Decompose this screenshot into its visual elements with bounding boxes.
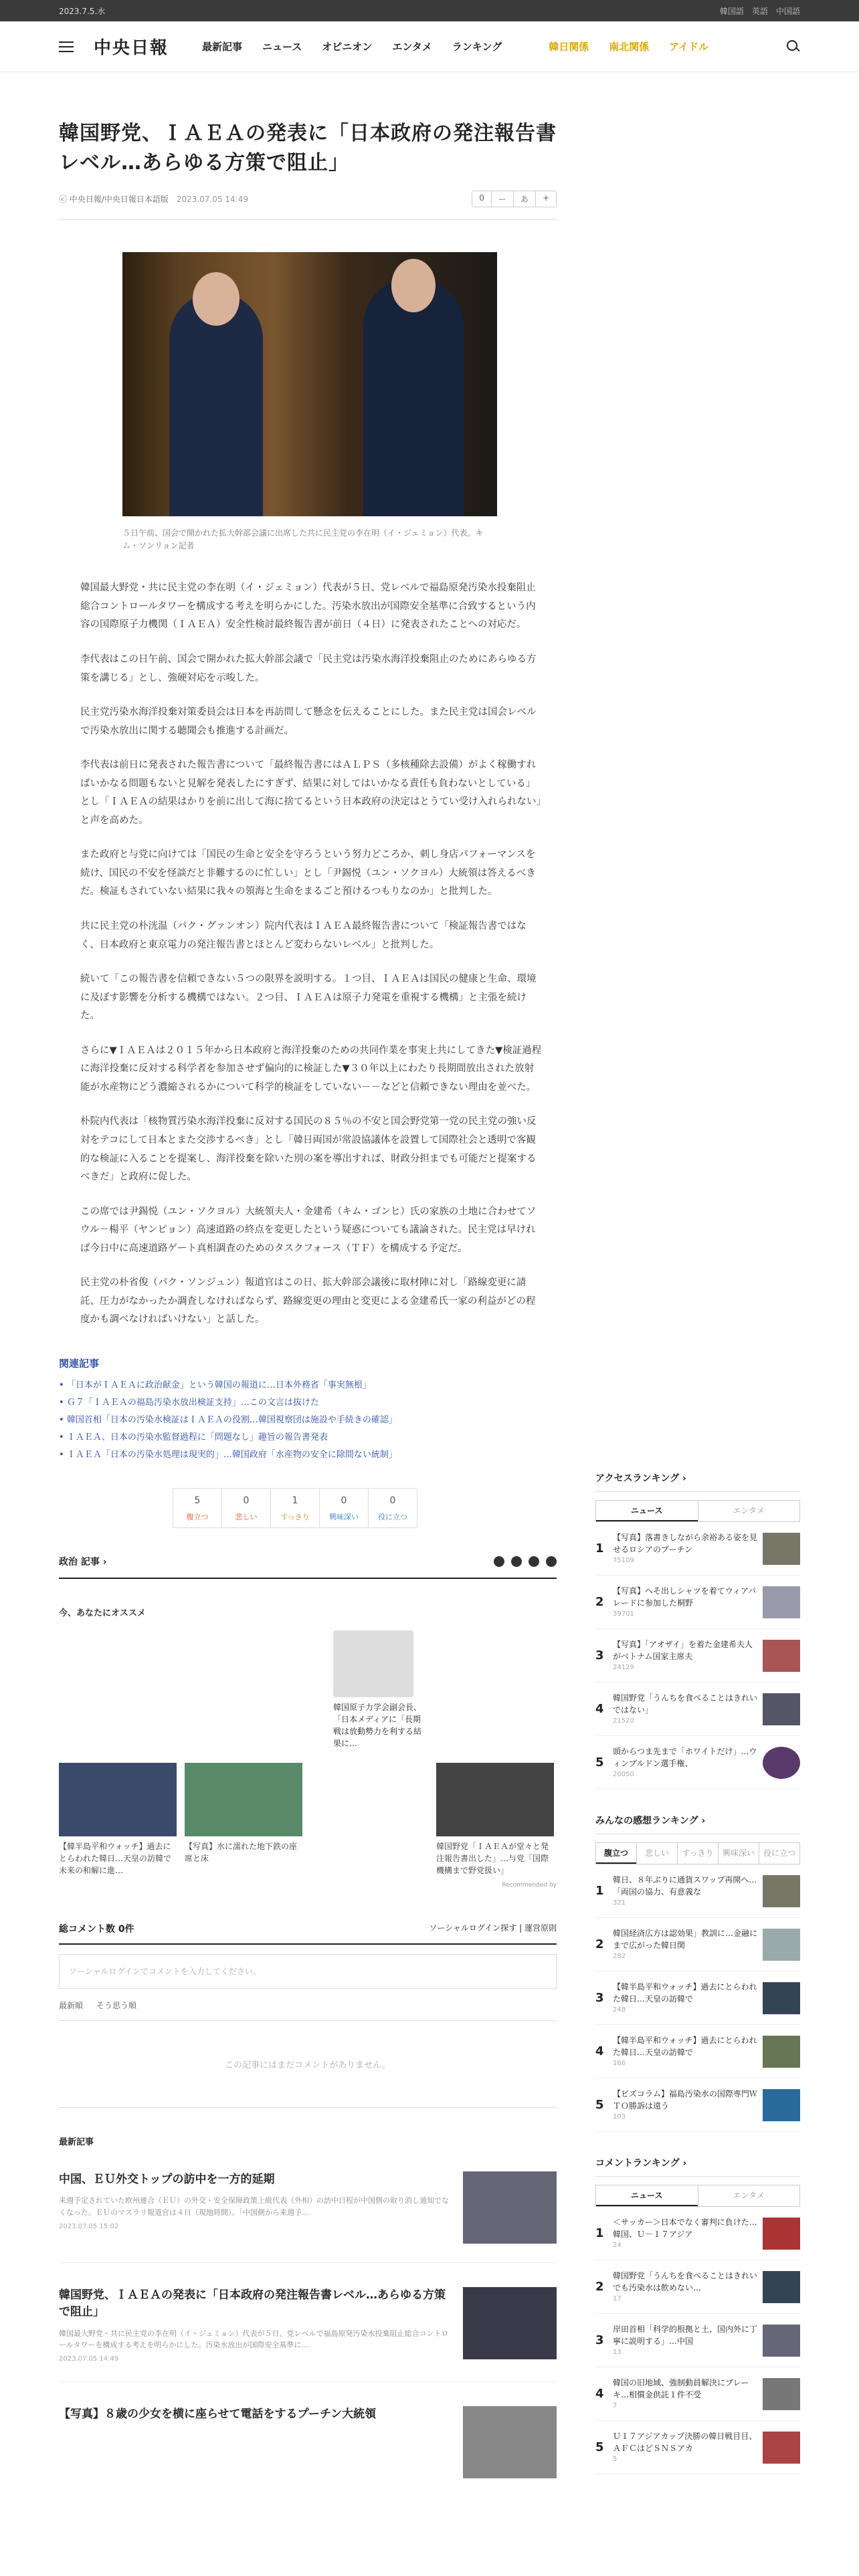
tab-interesting[interactable]: 興味深い xyxy=(718,1843,759,1864)
sort-agree[interactable]: そう思う順 xyxy=(96,2000,137,2010)
rank-item[interactable]: 4 韓国野党「うんちを食べることはきれいではない」 21520 xyxy=(595,1683,800,1736)
related-articles xyxy=(59,1356,557,1464)
nav-item[interactable]: 最新記事 xyxy=(202,41,243,53)
tab-sad[interactable]: 悲しい xyxy=(636,1843,677,1864)
comments-empty: この記事にはまだコメントがありません。 xyxy=(59,2021,557,2108)
paragraph: また政府と与党に向けては「国民の生命と安全を守ろうという努力どころか、刺し身店パフォーマンスを続け、国民の不安を怪談だと非難するのに忙しい」とし「尹錫悦（ユン・ソクヨル）大統領は答えるべきだ。検証もされていない結果に我々の領海と生命をまるごと預けるつもりなのか」と批判した。 xyxy=(80,849,536,897)
nav-item[interactable]: オピニオン xyxy=(322,41,373,53)
sidebar xyxy=(595,1471,800,2474)
reco-title: 今、あなたにオススメ xyxy=(59,1608,146,1618)
comment-tabs xyxy=(595,2185,800,2207)
tab-news[interactable]: ニュース xyxy=(596,2185,698,2206)
reaction-sad[interactable]: 0 悲しい xyxy=(221,1488,271,1528)
reaction-useful[interactable]: 0 役に立つ xyxy=(368,1488,417,1528)
reaction-interesting[interactable]: 0 興味深い xyxy=(319,1488,369,1528)
rank-item[interactable]: 1 【写真】落書きしながら余裕ある姿を見せるロシアのプーチン 75109 xyxy=(595,1522,800,1576)
nav-item[interactable]: エンタメ xyxy=(392,41,432,53)
tab-angry[interactable]: 腹立つ xyxy=(596,1843,636,1864)
paragraph: 共に民主党の朴洸温（パク・グァンオン）院内代表はＩＡＥＡ最終報告書について「検証報告書ではなく、日本政府と東京電力の発注報告書とほとんど変わらないレベル」と批判した。 xyxy=(80,921,527,950)
tab-useful[interactable]: 役に立つ xyxy=(759,1843,799,1864)
rank-item[interactable]: 1 韓日、８年ぶりに通貨スワップ再開へ…「両国の協力、有意義な 321 xyxy=(595,1864,800,1918)
lang-link[interactable]: 韓国語 xyxy=(719,6,744,16)
share-icons xyxy=(494,1556,557,1567)
paragraph: 朴院内代表は「核物質汚染水海洋投棄に反対する国民の８５％の不安と国会野党第一党の民主党の強い反対をテコにして日本とまた交渉するべき」とし「韓日両国が常設協議体を設置して国際社会と透明で客観的な検証に入ることを提案し、海洋投棄を除いた別の案を導出すれば、財政分担までも可能だと提案するべきだ」と政府に促した。 xyxy=(80,1116,537,1183)
rank-item[interactable]: 1 ＜サッカー＞日本でなく審判に負けた…韓国、Ｕ－１７アジア 24 xyxy=(595,2207,800,2260)
article-meta xyxy=(59,191,557,220)
mail-icon[interactable] xyxy=(546,1556,557,1567)
like-button[interactable]: 0 xyxy=(479,193,484,203)
tab-refreshed[interactable]: すっきり xyxy=(677,1843,718,1864)
related-link[interactable]: • 韓国首相「日本の汚染水検証はＩＡＥＡの役割…韓国視察団は施設や手続きの確認」 xyxy=(59,1412,557,1429)
rank-item[interactable]: 5 【ビズコラム】福島汚染水の国際専門ＷＴＯ勝訴は遠う 103 xyxy=(595,2078,800,2132)
rank-item[interactable]: 5 Ｕ１７アジアカップ決勝の韓日戦目目、ＡＦＣはどＳＮＳアカ 5 xyxy=(595,2421,800,2474)
rank-item[interactable]: 2 【写真】へそ出しシャツを着てウィアパレードに参加した桐野 39701 xyxy=(595,1576,800,1629)
tab-entertainment[interactable]: エンタメ xyxy=(698,2185,800,2206)
reco-card[interactable]: 【韓半島平和ウォッチ】過去にとらわれた韓日…天皇の訪韓で未来の和解に進… xyxy=(59,1763,177,1876)
font-increase-button[interactable]: + xyxy=(535,191,556,207)
section-bar xyxy=(59,1555,557,1579)
nav-item[interactable]: ニュース xyxy=(262,41,302,53)
reaction-tabs xyxy=(595,1842,800,1864)
sort-latest[interactable]: 最新順 xyxy=(59,2000,84,2010)
paragraph: さらに▼ＩＡＥＡは２０１５年から日本政府と海洋投棄のための共同作業を事実上共にしてきた▼検証過程に海洋投棄に反対する科学者を参加させず偏向的に検証した▼３０年以上にわたり長期間放出された放射能が水産物にどう濃縮されるかについて科学的検証をしていない－－などと信頼できない理由を並べた。 xyxy=(80,1045,542,1093)
access-ranking-title[interactable]: アクセスランキング › xyxy=(595,1471,800,1492)
menu-icon[interactable] xyxy=(59,41,74,52)
photo-caption: ５日午前、国会で開かれた拡大幹部会議に出席した共に民主党の李在明（イ・ジェミョン）代表。キム・ソンリョン記者 xyxy=(122,528,484,551)
comment-ranking-title[interactable]: コメントランキング › xyxy=(595,2156,800,2177)
reaction-ranking-title[interactable]: みんなの感想ランキング › xyxy=(595,1814,800,1834)
rank-item[interactable]: 2 韓国経済広方は認効果」教訓に…金融にまで広がった韓日関 282 xyxy=(595,1918,800,1971)
font-decrease-button[interactable]: ー xyxy=(491,191,513,207)
paragraph: 民主党の朴省俊（パク・ソンジュン）報道官はこの日、拡大幹部会議後に取材陣に対し「路線変更に請託、圧力がなかったか調査しなければならず、路線変更の理由と変更による金建希氏一家の利益がどの程度かも調べなければいけない」と話した。 xyxy=(80,1277,536,1325)
paragraph: 韓国最大野党・共に民主党の李在明（イ・ジェミョン）代表が５日、党レベルで福島原発汚染水投棄阻止総合コントロールタワーを構成する考えを明らかにした。汚染水放出が国際安全基準に合致するという内容の国際原子力機関（ＩＡＥＡ）安全性検討最終報告書が前日（４日）に発表されたことへの対応だ。 xyxy=(80,582,536,631)
nav-item-highlight[interactable]: 南北関係 xyxy=(609,41,650,53)
lang-link[interactable]: 中国語 xyxy=(775,6,800,16)
reco-featured-image xyxy=(333,1630,413,1697)
paragraph: この席では尹錫悦（ユン・ソクヨル）大統領夫人・金建希（キム・ゴンヒ）氏の家族の土地に合わせてソウル－楊平（ヤンピョン）高速道路の終点を変更したという疑惑についても議論された。民主党は早ければ今日中に高速道路ゲート真相調査のためのタスクフォース（ＴＦ）を構成する予定だ。 xyxy=(80,1206,537,1254)
related-link[interactable]: • 「日本がＩＡＥＡに政治献金」という韓国の報道に…日本外務省「事実無根」 xyxy=(59,1377,557,1394)
related-link[interactable]: • ＩＡＥＡ「日本の汚染水処理は現実的」…韓国政府「水産物の安全に除間ない統制」 xyxy=(59,1446,557,1464)
lang-link[interactable]: 英語 xyxy=(751,6,768,16)
logo[interactable]: 中央日報 xyxy=(94,38,169,58)
related-link[interactable]: • Ｇ７「ＩＡＥＡの福島汚染水放出検証支持」…この文言は抜けた xyxy=(59,1394,557,1412)
article-body xyxy=(80,579,542,1329)
article-tools xyxy=(472,191,557,207)
article-date: 2023.07.05 14:49 xyxy=(176,194,248,204)
rank-item[interactable]: 5 頭からつま先まで「ホワイトだけ」…ウィンブルドン選手権、 20050 xyxy=(595,1736,800,1790)
reco-row xyxy=(59,1763,557,1876)
top-date: 2023.7.5.水 xyxy=(59,6,106,16)
latest-item[interactable]: 中国、ＥＵ外交トップの訪中を一方的延期 来週予定されていた欧州連合（ＥＵ）の外交・安全保障政策上級代表（外相）の訪中日程が中国側の取り消し通知でなくなった。ＥＵのマスラリ報道官は４日（現地時間）、「中国側から来週予… 2023.07.05 15:02 xyxy=(59,2171,557,2263)
twitter-icon[interactable] xyxy=(494,1556,504,1567)
related-title: 関連記事 xyxy=(59,1357,100,1370)
font-size-label: あ xyxy=(513,191,535,207)
tab-entertainment[interactable]: エンタメ xyxy=(698,1501,800,1521)
article-photo xyxy=(122,252,497,516)
paragraph: 続いて「この報告書を信頼できない５つの限界を説明する。１つ目、ＩＡＥＡは国民の健康と生命、環境に及ぼす影響を分析する機構ではない。２つ目、ＩＡＥＡは原子力発電を重視する機構」と主張を続けた。 xyxy=(80,974,537,1022)
rank-item[interactable]: 4 韓国の旧地域、強制動員解決にブレーキ…相償金供託１件不受 7 xyxy=(595,2367,800,2421)
rank-item[interactable]: 3 岸田首相「科学的根拠と土、国内外に丁寧に説明する」…中国 13 xyxy=(595,2314,800,2367)
latest-title: 最新記事 xyxy=(59,2137,94,2147)
paragraph: 李代表はこの日午前、国会で開かれた拡大幹部会議で「民主党は汚染水海洋投棄阻止のためにあらゆる方策を講じる」とし、強硬対応を示唆した。 xyxy=(80,654,537,683)
reco-credit: Recommended by xyxy=(502,1881,557,1889)
latest-item[interactable]: 【写真】８歳の少女を横に座らせて電話をするプーチン大統領 xyxy=(59,2406,557,2497)
reaction-angry[interactable]: 5 腹立つ xyxy=(173,1488,222,1528)
reco-card[interactable]: 韓国野党「ＩＡＥＡが堂々と発注報告書出した」…与党「国際機構まで野党扱い」 xyxy=(436,1763,554,1876)
rank-item[interactable]: 2 韓国野党「うんちを食べることはきれいでも汚染水は飲めない… 17 xyxy=(595,2260,800,2314)
related-link[interactable]: • ＩＡＥＡ、日本の汚染水監督過程に「問題なし」趣旨の報告書発表 xyxy=(59,1429,557,1446)
paragraph: 李代表は前日に発表された報告書について「最終報告書にはＡＬＰＳ（多核種除去設備）がよく稼働すればいかなる問題もないと見解を発表したにすぎず、結果に対してはいかなる責任も負わないとしている」とし「ＩＡＥＡの結果はかりを前に出して海に捨てるという日本政府の決定はとうてい受け入れられない」と声を高めた。 xyxy=(80,760,541,826)
nav-item[interactable]: ランキング xyxy=(452,41,502,53)
reaction-refreshed[interactable]: 1 すっきり xyxy=(270,1488,320,1528)
comments-header: 総コメント数 0件 ソーシャルログイン探す | 運営原則 xyxy=(59,1922,557,1945)
facebook-icon[interactable] xyxy=(511,1556,522,1567)
tab-news[interactable]: ニュース xyxy=(596,1501,698,1521)
article-source: ⓒ 中央日報/中央日報日本語版 xyxy=(59,195,169,204)
reco-card[interactable]: 【写真】水に濡れた地下鉄の座席と床 xyxy=(185,1763,302,1876)
rank-item[interactable]: 4 【韓半島平和ウォッチ】過去にとらわれた韓日…天皇の訪韓で 166 xyxy=(595,2025,800,2078)
comment-input[interactable]: ソーシャルログインでコメントを入力してください。 xyxy=(59,1954,557,1989)
latest-item[interactable]: 韓国野党、ＩＡＥＡの発表に「日本政府の発注報告書レベル…あらゆる方策で阻止」 韓国最大野党・共に民主党の李在明（イ・ジェミョン）代表が５日、党レベルで福島原発汚染水投棄阻止総合コントロールタワーを構成する考えを明らかにした。汚染水放出が国際安全基準に… 2023.07.05 14:49 xyxy=(59,2287,557,2382)
rules-link[interactable]: 運営原則 xyxy=(524,1923,557,1933)
rank-item[interactable]: 3 【韓半島平和ウォッチ】過去にとらわれた韓日…天皇の訪韓で 248 xyxy=(595,1971,800,2025)
comment-count: 総コメント数 0件 xyxy=(59,1923,134,1935)
top-bar xyxy=(0,0,859,21)
nav-item-highlight[interactable]: 韓日関係 xyxy=(549,41,589,53)
search-icon[interactable] xyxy=(787,40,800,53)
section-link[interactable]: 政治 記事 › xyxy=(59,1556,107,1568)
language-links xyxy=(712,5,800,17)
nav-item-highlight[interactable]: アイドル xyxy=(669,41,708,53)
article-title: 韓国野党、ＩＡＥＡの発表に「日本政府の発注報告書レベル…あらゆる方策で阻止」 xyxy=(59,122,557,175)
rank-item[interactable]: 3 【写真】「アオザイ」を着た金建希夫人がベトナム国家主席夫 24129 xyxy=(595,1629,800,1683)
paragraph: 民主党汚染水海洋投棄対策委員会は日本を再訪問して懸念を伝えることにした。また民主党は国会レベルで汚染水放出に関する聴聞会も推進する計画だ。 xyxy=(80,707,537,736)
social-login-link[interactable]: ソーシャルログイン探す xyxy=(429,1923,517,1933)
main-menu xyxy=(202,39,708,53)
comment-sort-tabs xyxy=(59,2000,557,2021)
reco-featured[interactable]: 韓国原子力学会副会長、「日本メディアに「長期戦は放動勢力を利する結果に… xyxy=(333,1630,427,1749)
global-nav xyxy=(0,21,859,72)
access-tabs xyxy=(595,1500,800,1522)
line-icon[interactable] xyxy=(529,1556,539,1567)
